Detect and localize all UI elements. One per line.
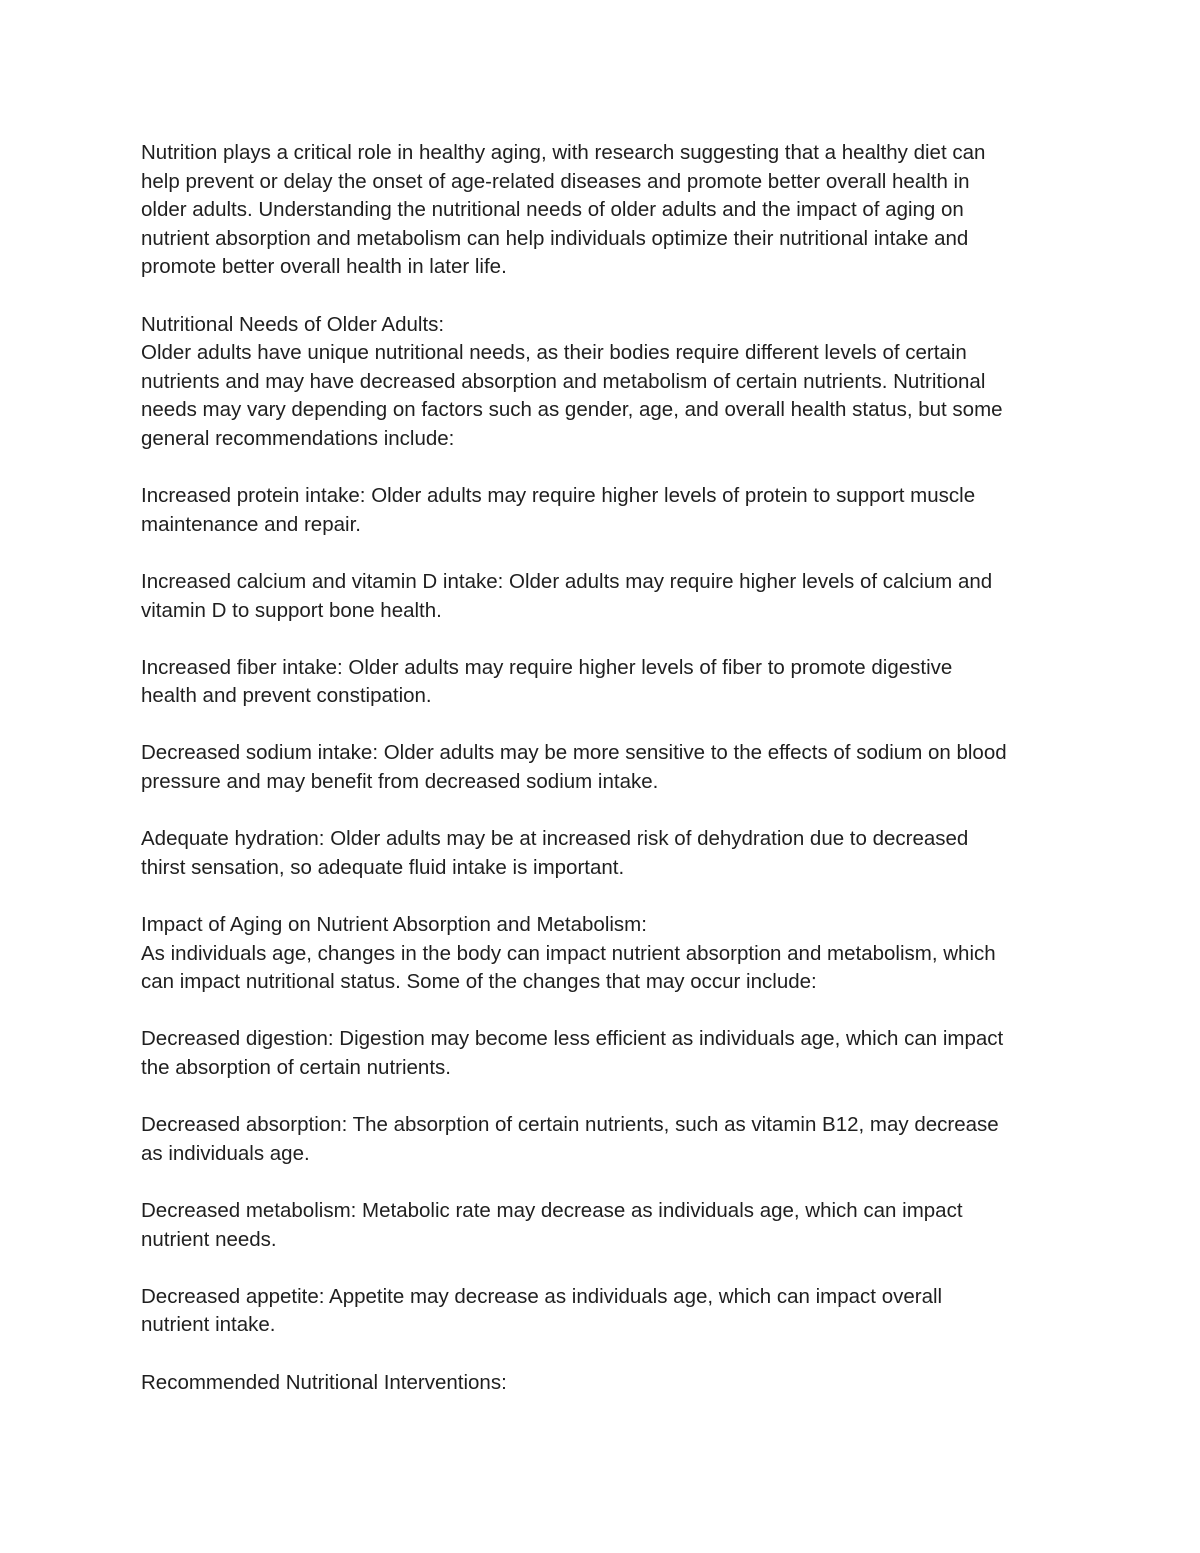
section-heading-nutritional-needs: Nutritional Needs of Older Adults: bbox=[141, 312, 445, 336]
list-item-protein: Increased protein intake: Older adults may require higher levels of protein to support muscle maintenance and repair. bbox=[141, 484, 976, 536]
list-item-absorption: Decreased absorption: The absorption of certain nutrients, such as vitamin B12, may decrease as individuals age. bbox=[141, 1113, 999, 1165]
list-item-appetite: Decreased appetite: Appetite may decrease as individuals age, which can impact overall nutrient intake. bbox=[141, 1284, 943, 1337]
list-item-calcium-vitamin-d: Increased calcium and vitamin D intake: Older adults may require higher levels of calcium and vitamin D to support bone health. bbox=[141, 569, 993, 622]
intro-paragraph: Nutrition plays a critical role in healthy aging, with research suggesting that a healthy diet can help prevent or delay the onset of age-related diseases and promote better overall health in older adults. Understanding the nutritional needs of older adults and the impact of aging on nutrient absorption and metabolism can help individuals optimize their nutritional intake and promote better overall health in later life. bbox=[141, 141, 986, 279]
section-heading-interventions: Recommended Nutritional Interventions: bbox=[141, 1370, 507, 1394]
section-intro-impact-of-aging: As individuals age, changes in the body can impact nutrient absorption and metabolism, which can impact nutritional status. Some of the changes that may occur include: bbox=[141, 941, 996, 994]
list-item-hydration: Adequate hydration: Older adults may be at increased risk of dehydration due to decreased thirst sensation, so adequate fluid intake is important. bbox=[141, 827, 969, 879]
section-intro-nutritional-needs: Older adults have unique nutritional needs, as their bodies require different levels of certain nutrients and may have decreased absorption and metabolism of certain nutrients. Nutritional needs may vary depending on factors such as gender, age, and overall health status, but some general recommendations include: bbox=[141, 341, 1003, 450]
document-body bbox=[141, 139, 1071, 1397]
list-item-sodium: Decreased sodium intake: Older adults may be more sensitive to the effects of sodium on blood pressure and may benefit from decreased sodium intake. bbox=[141, 741, 1007, 794]
list-item-metabolism: Decreased metabolism: Metabolic rate may decrease as individuals age, which can impact nutrient needs. bbox=[141, 1198, 963, 1251]
list-item-digestion: Decreased digestion: Digestion may become less efficient as individuals age, which can impact the absorption of certain nutrients. bbox=[141, 1027, 1004, 1079]
list-item-fiber: Increased fiber intake: Older adults may require higher levels of fiber to promote digestive health and prevent constipation. bbox=[141, 655, 953, 708]
section-heading-impact-of-aging: Impact of Aging on Nutrient Absorption and Metabolism: bbox=[141, 913, 647, 937]
